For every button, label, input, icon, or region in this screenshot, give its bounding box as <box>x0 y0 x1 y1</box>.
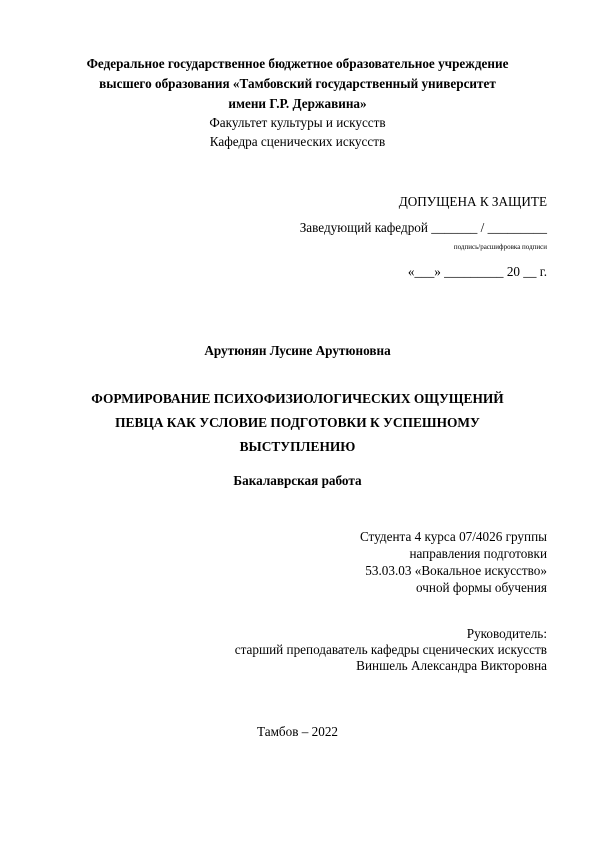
department-head-line: Заведующий кафедрой _______ / _________ <box>299 220 547 235</box>
student-line-2: направления подготовки <box>409 546 547 561</box>
thesis-title-line-3: ВЫСТУПЛЕНИЮ <box>239 439 356 454</box>
thesis-title-line-2: ПЕВЦА КАК УСЛОВИЕ ПОДГОТОВКИ К УСПЕШНОМУ <box>115 415 480 430</box>
thesis-title-line-1: ФОРМИРОВАНИЕ ПСИХОФИЗИОЛОГИЧЕСКИХ ОЩУЩЕНИЙ <box>91 391 504 406</box>
author-name: Арутюнян Лусине Арутюновна <box>204 343 391 358</box>
supervisor-position: старший преподаватель кафедры сценических искусств <box>234 642 547 657</box>
faculty-name: Факультет культуры и искусств <box>209 115 386 130</box>
institution-line-3: имени Г.Р. Державина» <box>228 96 367 111</box>
department-name: Кафедра сценических искусств <box>209 134 386 149</box>
institution-line-2: высшего образования «Тамбовский государственный университет <box>99 76 496 91</box>
signature-hint: подпись/расшифровка подписи <box>453 243 547 251</box>
supervisor-name: Виншель Александра Викторовна <box>356 658 547 673</box>
approval-date-line: «___» _________ 20 __ г. <box>407 264 547 279</box>
student-line-1: Студента 4 курса 07/4026 группы <box>359 529 547 544</box>
student-line-4: очной формы обучения <box>416 580 547 595</box>
student-line-3: 53.03.03 «Вокальное искусство» <box>365 563 547 578</box>
institution-line-1: Федеральное государственное бюджетное образовательное учреждение <box>86 56 509 71</box>
approval-heading: ДОПУЩЕНА К ЗАЩИТЕ <box>398 194 547 209</box>
work-type: Бакалаврская работа <box>233 473 362 488</box>
supervisor-label: Руководитель: <box>466 626 547 641</box>
city-year-footer: Тамбов – 2022 <box>256 724 339 739</box>
